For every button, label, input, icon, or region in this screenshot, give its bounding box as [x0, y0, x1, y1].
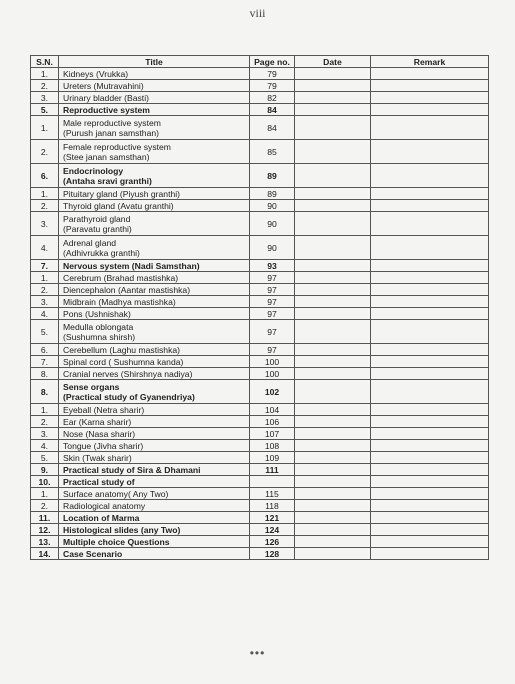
row-date [295, 500, 371, 512]
row-sn: 2. [31, 500, 59, 512]
row-date [295, 296, 371, 308]
row-title [59, 188, 250, 200]
row-title-line: Surface anatomy( Any Two) [63, 488, 169, 499]
row-page: 118 [250, 500, 295, 512]
row-page: 90 [250, 212, 295, 236]
row-date [295, 212, 371, 236]
row-title [59, 356, 250, 368]
row-date [295, 440, 371, 452]
row-remark [371, 140, 489, 164]
row-remark [371, 296, 489, 308]
row-remark [371, 68, 489, 80]
table-row [31, 92, 489, 104]
table-header [31, 56, 489, 68]
row-date [295, 188, 371, 200]
row-date [295, 476, 371, 488]
row-title [59, 200, 250, 212]
table-row [31, 272, 489, 284]
table-row [31, 116, 489, 140]
row-date [295, 404, 371, 416]
header-remark: Remark [371, 56, 489, 68]
row-title [59, 488, 250, 500]
row-page: 97 [250, 320, 295, 344]
row-title-line: Nose (Nasa sharir) [63, 428, 136, 439]
row-title-line: Kidneys (Vrukka) [63, 68, 129, 79]
row-title-line: (Stee janan samsthan) [63, 151, 150, 162]
row-title [59, 500, 250, 512]
row-page: 107 [250, 428, 295, 440]
row-remark [371, 536, 489, 548]
row-title-line: Tongue (Jivha sharir) [63, 440, 144, 451]
row-page: 102 [250, 380, 295, 404]
row-date [295, 368, 371, 380]
row-remark [371, 212, 489, 236]
row-remark [371, 80, 489, 92]
row-sn: 10. [31, 476, 59, 488]
row-date [295, 236, 371, 260]
row-page: 108 [250, 440, 295, 452]
table-row [31, 512, 489, 524]
row-page: 97 [250, 284, 295, 296]
row-sn: 3. [31, 92, 59, 104]
row-title-line: Sense organs [63, 381, 120, 392]
row-title-line: Cranial nerves (Shirshnya nadiya) [63, 368, 193, 379]
row-page: 100 [250, 356, 295, 368]
row-title [59, 260, 250, 272]
table-row [31, 368, 489, 380]
row-title-line: (Purush janan samsthan) [63, 127, 160, 138]
row-title-line: Urinary bladder (Basti) [63, 92, 149, 103]
row-title-line: Cerebellum (Laghu mastishka) [63, 344, 181, 355]
row-remark [371, 368, 489, 380]
table-row [31, 488, 489, 500]
table-row [31, 428, 489, 440]
row-page: 100 [250, 368, 295, 380]
row-title-line: Radiological anatomy [63, 500, 146, 511]
row-page: 124 [250, 524, 295, 536]
row-remark [371, 116, 489, 140]
row-title-line: Female reproductive system [63, 141, 171, 152]
table-row [31, 404, 489, 416]
row-remark [371, 464, 489, 476]
row-page: 90 [250, 236, 295, 260]
row-page: 126 [250, 536, 295, 548]
row-title-line: Practical study of [63, 476, 135, 487]
contents-table [30, 55, 489, 560]
row-sn: 1. [31, 404, 59, 416]
row-page: 90 [250, 200, 295, 212]
row-date [295, 524, 371, 536]
row-sn: 4. [31, 308, 59, 320]
row-remark [371, 272, 489, 284]
table-row [31, 80, 489, 92]
table-row [31, 464, 489, 476]
row-remark [371, 200, 489, 212]
row-sn: 4. [31, 440, 59, 452]
row-sn: 6. [31, 344, 59, 356]
row-date [295, 104, 371, 116]
row-remark [371, 416, 489, 428]
row-date [295, 548, 371, 560]
row-title [59, 92, 250, 104]
row-remark [371, 92, 489, 104]
row-title-line: Thyroid gland (Avatu granthi) [63, 200, 174, 211]
row-title-line: Pituitary gland (Piyush granthi) [63, 188, 181, 199]
row-title [59, 368, 250, 380]
row-date [295, 284, 371, 296]
row-title [59, 428, 250, 440]
row-title-line: (Sushumna shirsh) [63, 331, 136, 342]
row-title [59, 80, 250, 92]
row-page: 97 [250, 344, 295, 356]
row-remark [371, 380, 489, 404]
table-row [31, 356, 489, 368]
row-sn: 8. [31, 368, 59, 380]
row-sn: 1. [31, 116, 59, 140]
row-date [295, 536, 371, 548]
row-title-line: Skin (Twak sharir) [63, 452, 132, 463]
row-remark [371, 548, 489, 560]
table-row [31, 548, 489, 560]
row-title-line: Multiple choice Questions [63, 536, 170, 547]
row-page: 97 [250, 308, 295, 320]
row-title [59, 416, 250, 428]
row-remark [371, 524, 489, 536]
row-page: 121 [250, 512, 295, 524]
row-sn: 12. [31, 524, 59, 536]
row-sn: 2. [31, 80, 59, 92]
table-row [31, 188, 489, 200]
row-title-line: Ear (Karna sharir) [63, 416, 132, 427]
table-row [31, 344, 489, 356]
row-title-line: Spinal cord ( Sushumna kanda) [63, 356, 184, 367]
row-sn: 3. [31, 212, 59, 236]
table-row [31, 104, 489, 116]
table-row [31, 476, 489, 488]
row-title-line: Endocrinology [63, 165, 124, 176]
row-title [59, 140, 250, 164]
row-page: 106 [250, 416, 295, 428]
table-row [31, 440, 489, 452]
row-title [59, 104, 250, 116]
row-page: 104 [250, 404, 295, 416]
row-title-line: Medulla oblongata [63, 321, 134, 332]
table-row [31, 236, 489, 260]
row-date [295, 416, 371, 428]
row-page: 89 [250, 164, 295, 188]
row-title-line: Eyeball (Netra sharir) [63, 404, 145, 415]
row-sn: 1. [31, 488, 59, 500]
row-remark [371, 428, 489, 440]
row-title [59, 284, 250, 296]
row-remark [371, 488, 489, 500]
row-remark [371, 188, 489, 200]
row-title-line: (Practical study of Gyanendriya) [63, 391, 195, 402]
row-sn: 5. [31, 320, 59, 344]
row-date [295, 200, 371, 212]
header-title: Title [59, 56, 250, 68]
table-row [31, 284, 489, 296]
header-page: Page no. [250, 56, 295, 68]
row-title-line: (Antaha sravi granthi) [63, 175, 152, 186]
row-remark [371, 236, 489, 260]
row-date [295, 140, 371, 164]
row-title-line: Histological slides (any Two) [63, 524, 181, 535]
table-row [31, 260, 489, 272]
row-title [59, 452, 250, 464]
row-title [59, 236, 250, 260]
row-date [295, 272, 371, 284]
row-sn: 7. [31, 356, 59, 368]
row-title [59, 68, 250, 80]
row-remark [371, 308, 489, 320]
row-page: 111 [250, 464, 295, 476]
row-title-line: Practical study of Sira & Dhamani [63, 464, 201, 475]
row-remark [371, 440, 489, 452]
row-date [295, 116, 371, 140]
row-title-line: Male reproductive system [63, 117, 161, 128]
table-row [31, 320, 489, 344]
table-row [31, 164, 489, 188]
row-page: 89 [250, 188, 295, 200]
row-remark [371, 356, 489, 368]
row-title [59, 164, 250, 188]
header-date: Date [295, 56, 371, 68]
row-title [59, 548, 250, 560]
table-row [31, 68, 489, 80]
header-sn: S.N. [31, 56, 59, 68]
row-page: 79 [250, 80, 295, 92]
row-title-line: Midbrain (Madhya mastishka) [63, 296, 176, 307]
row-title-line: (Adhivrukka granthi) [63, 247, 140, 258]
row-date [295, 80, 371, 92]
table-row [31, 296, 489, 308]
row-title-line: Ureters (Mutravahini) [63, 80, 144, 91]
table-row [31, 536, 489, 548]
row-sn: 2. [31, 416, 59, 428]
row-title-line: Adrenal gland [63, 237, 117, 248]
row-sn: 9. [31, 464, 59, 476]
row-date [295, 356, 371, 368]
row-title [59, 296, 250, 308]
row-remark [371, 164, 489, 188]
row-sn: 1. [31, 188, 59, 200]
row-remark [371, 104, 489, 116]
table-row [31, 212, 489, 236]
row-remark [371, 260, 489, 272]
row-title [59, 440, 250, 452]
row-date [295, 320, 371, 344]
row-title-line: Pons (Ushnishak) [63, 308, 131, 319]
row-sn: 7. [31, 260, 59, 272]
table-row [31, 500, 489, 512]
row-sn: 2. [31, 200, 59, 212]
row-title-line: Parathyroid gland [63, 213, 131, 224]
row-page: 84 [250, 104, 295, 116]
row-page: 97 [250, 296, 295, 308]
row-title [59, 212, 250, 236]
row-page [250, 476, 295, 488]
row-title [59, 512, 250, 524]
row-remark [371, 500, 489, 512]
row-remark [371, 512, 489, 524]
row-date [295, 68, 371, 80]
row-page: 128 [250, 548, 295, 560]
row-remark [371, 284, 489, 296]
row-sn: 8. [31, 380, 59, 404]
row-date [295, 344, 371, 356]
table-body [31, 68, 489, 560]
row-title [59, 308, 250, 320]
row-date [295, 260, 371, 272]
row-title-line: Case Scenario [63, 548, 123, 559]
row-title-line: Cerebrum (Brahad mastishka) [63, 272, 179, 283]
table-row [31, 200, 489, 212]
row-remark [371, 344, 489, 356]
row-title-line: Nervous system (Nadi Samsthan) [63, 260, 200, 271]
row-sn: 5. [31, 452, 59, 464]
row-title [59, 344, 250, 356]
row-date [295, 308, 371, 320]
row-title [59, 536, 250, 548]
row-sn: 2. [31, 284, 59, 296]
row-title-line: Location of Marma [63, 512, 140, 523]
row-page: 82 [250, 92, 295, 104]
row-title [59, 320, 250, 344]
row-title [59, 464, 250, 476]
row-sn: 3. [31, 428, 59, 440]
row-title [59, 272, 250, 284]
row-remark [371, 320, 489, 344]
row-sn: 6. [31, 164, 59, 188]
row-date [295, 488, 371, 500]
footer-dots: ••• [249, 646, 266, 660]
row-date [295, 380, 371, 404]
row-sn: 11. [31, 512, 59, 524]
row-sn: 3. [31, 296, 59, 308]
row-page: 93 [250, 260, 295, 272]
row-title-line: Diencephalon (Aantar mastishka) [63, 284, 191, 295]
row-title [59, 380, 250, 404]
table-row [31, 452, 489, 464]
row-title-line: Reproductive system [63, 104, 150, 115]
row-title-line: (Paravatu granthi) [63, 223, 132, 234]
row-date [295, 452, 371, 464]
row-sn: 1. [31, 272, 59, 284]
row-sn: 1. [31, 68, 59, 80]
row-page: 84 [250, 116, 295, 140]
row-title [59, 476, 250, 488]
table-row [31, 524, 489, 536]
row-sn: 2. [31, 140, 59, 164]
row-title [59, 404, 250, 416]
row-date [295, 92, 371, 104]
row-date [295, 164, 371, 188]
row-date [295, 464, 371, 476]
row-page: 97 [250, 272, 295, 284]
row-remark [371, 452, 489, 464]
row-remark [371, 404, 489, 416]
row-title [59, 524, 250, 536]
table-row [31, 380, 489, 404]
row-sn: 13. [31, 536, 59, 548]
row-remark [371, 476, 489, 488]
row-page: 79 [250, 68, 295, 80]
row-page: 115 [250, 488, 295, 500]
row-sn: 4. [31, 236, 59, 260]
table-row [31, 416, 489, 428]
row-date [295, 512, 371, 524]
row-page: 109 [250, 452, 295, 464]
row-page: 85 [250, 140, 295, 164]
row-sn: 5. [31, 104, 59, 116]
row-date [295, 428, 371, 440]
table-row [31, 140, 489, 164]
row-title [59, 116, 250, 140]
row-sn: 14. [31, 548, 59, 560]
page-number: viii [249, 6, 266, 20]
table-row [31, 308, 489, 320]
